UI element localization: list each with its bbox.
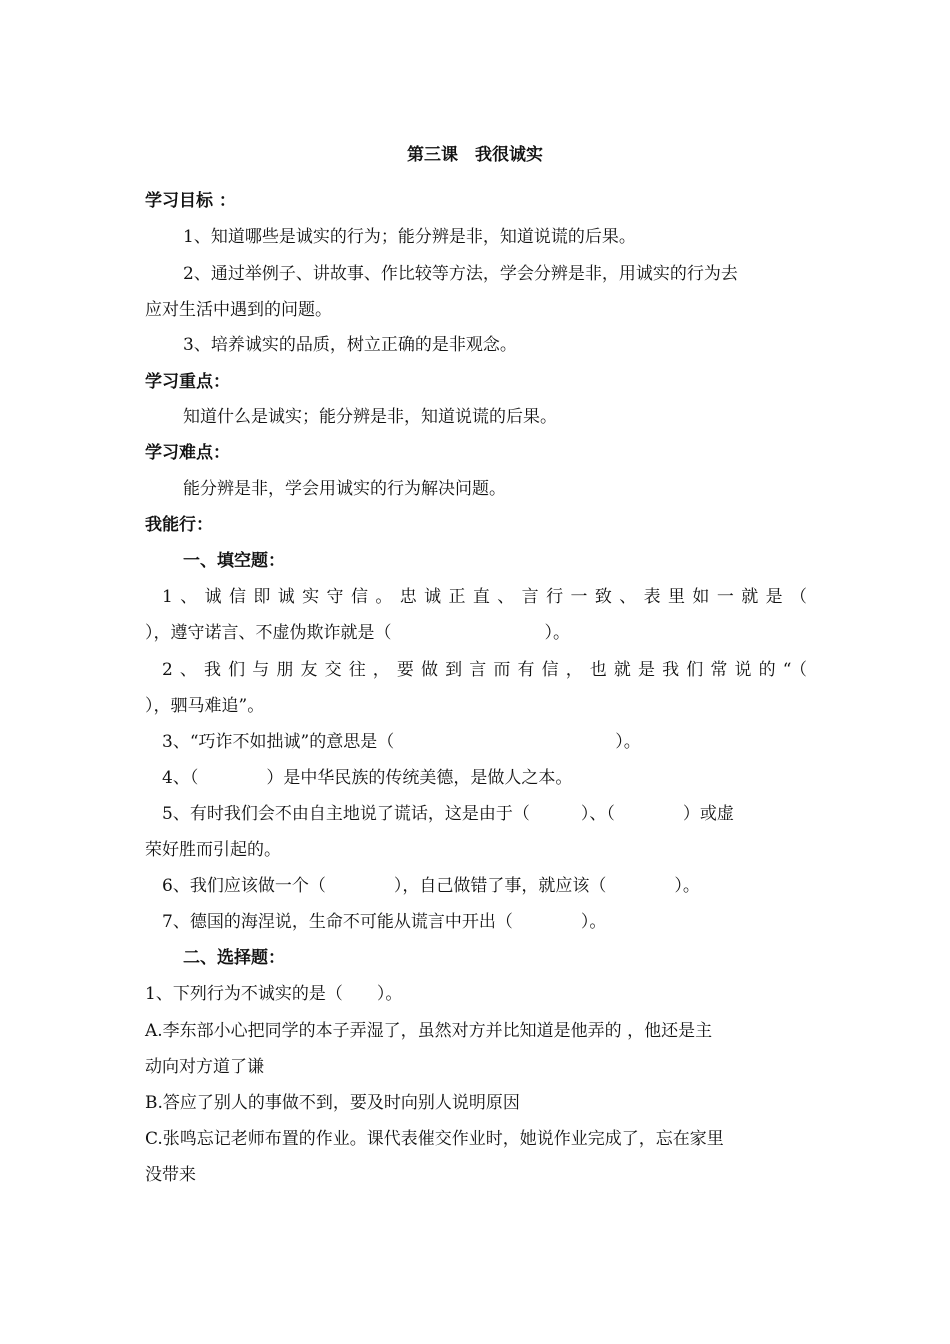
fill-blank-line: 2、我们与朋友交往，要做到言而有信，也就是我们常说的“（: [162, 660, 807, 680]
fill-blank-line: 6、我们应该做一个（ ），自己做错了事，就应该（ ）。: [162, 876, 700, 896]
key-points-heading: 学习重点：: [145, 372, 230, 392]
fill-blank-line: ），驷马难追”。: [145, 696, 265, 716]
objective-item: 2、通过举例子、讲故事、作比较等方法，学会分辨是非，用诚实的行为去: [183, 264, 738, 284]
objective-item: 1、知道哪些是诚实的行为；能分辨是非，知道说谎的后果。: [183, 227, 636, 247]
difficulties-heading: 学习难点：: [145, 443, 230, 463]
fill-blank-line: 5、有时我们会不由自主地说了谎话，这是由于（ ）、（ ）或虚: [162, 804, 734, 824]
key-points-text: 知道什么是诚实；能分辨是非，知道说谎的后果。: [183, 407, 557, 427]
fill-blank-heading: 一、填空题：: [183, 551, 285, 571]
objective-item: 3、培养诚实的品质，树立正确的是非观念。: [183, 335, 517, 355]
fill-blank-line: 1、诚信即诚实守信。忠诚正直、言行一致、表里如一就是（: [162, 587, 807, 607]
choice-option-a-continued: 动向对方道了谦: [145, 1057, 264, 1077]
choice-option-b: B.答应了别人的事做不到，要及时向别人说明原因: [145, 1093, 520, 1113]
fill-blank-line: 4、（ ）是中华民族的传统美德，是做人之本。: [162, 768, 573, 788]
objective-item-continued: 应对生活中遇到的问题。: [145, 300, 332, 320]
choice-option-a: A.李东部小心把同学的本子弄湿了，虽然对方并比知道是他弄的 ，他还是主: [145, 1021, 713, 1041]
choice-question: 1、下列行为不诚实的是（ ）。: [145, 984, 403, 1004]
fill-blank-line: 7、德国的海涅说，生命不可能从谎言中开出（ ）。: [162, 912, 607, 932]
exercise-heading: 我能行：: [145, 515, 213, 535]
choice-option-c: C.张鸣忘记老师布置的作业。课代表催交作业时，她说作业完成了，忘在家里: [145, 1129, 724, 1149]
fill-blank-line: ），遵守诺言、不虚伪欺诈就是（ ）。: [145, 623, 570, 643]
objectives-heading: 学习目标 ：: [145, 191, 236, 211]
choice-heading: 二、选择题：: [183, 948, 285, 968]
difficulties-text: 能分辨是非，学会用诚实的行为解决问题。: [183, 479, 506, 499]
choice-option-c-continued: 没带来: [145, 1165, 196, 1185]
fill-blank-line: 荣好胜而引起的。: [145, 840, 281, 860]
lesson-title: 第三课 我很诚实: [407, 145, 543, 165]
fill-blank-line: 3、“巧诈不如拙诚”的意思是（ ）。: [162, 732, 641, 752]
